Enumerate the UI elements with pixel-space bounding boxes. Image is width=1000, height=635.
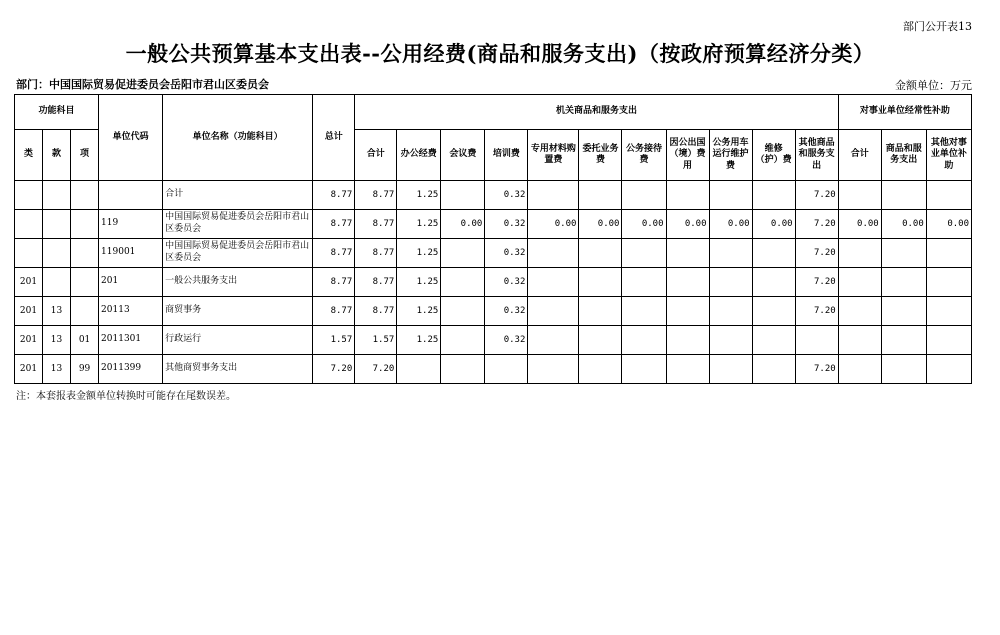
cell-lei: 201 [15,326,43,355]
cell-amount: 0.00 [881,210,926,239]
cell-unit-name: 其他商贸事务支出 [163,355,313,384]
cell-amount [752,268,795,297]
cell-amount: 1.25 [397,181,441,210]
cell-amount [528,297,579,326]
table-row [15,268,972,297]
cell-amount: 0.32 [485,326,528,355]
cell-amount: 8.77 [355,181,397,210]
cell-unit-code: 119 [99,210,163,239]
header-group-inst: 对事业单位经常性补助 [838,95,971,130]
cell-amount: 1.25 [397,239,441,268]
cell-xiang: 99 [71,355,99,384]
cell-amount [752,297,795,326]
cell-amount: 0.00 [579,210,622,239]
cell-amount [622,326,666,355]
cell-amount [441,239,485,268]
cell-amount [926,268,971,297]
cell-amount: 7.20 [795,181,838,210]
cell-amount [441,297,485,326]
cell-kuan [43,268,71,297]
cell-kuan [43,210,71,239]
header-col: 培训费 [485,130,528,181]
cell-amount: 0.00 [622,210,666,239]
department-label: 部门：中国国际贸易促进委员会岳阳市君山区委员会 [16,78,269,91]
cell-amount: 7.20 [795,210,838,239]
cell-amount [666,181,709,210]
cell-amount [622,181,666,210]
cell-amount [579,239,622,268]
cell-xiang [71,297,99,326]
table-row [15,239,972,268]
cell-amount: 7.20 [795,297,838,326]
cell-kuan: 13 [43,326,71,355]
cell-amount: 0.00 [752,210,795,239]
cell-kuan: 13 [43,355,71,384]
cell-xiang [71,181,99,210]
cell-amount [752,239,795,268]
cell-amount [397,355,441,384]
cell-amount [709,268,752,297]
cell-amount [709,239,752,268]
cell-unit-name: 一般公共服务支出 [163,268,313,297]
cell-amount [881,268,926,297]
cell-amount [579,181,622,210]
cell-amount [441,268,485,297]
cell-amount: 8.77 [355,268,397,297]
cell-unit-name: 中国国际贸易促进委员会岳阳市君山区委员会 [163,239,313,268]
cell-amount: 1.57 [355,326,397,355]
cell-amount [881,355,926,384]
cell-amount: 0.00 [441,210,485,239]
header-lei: 类 [15,130,43,181]
cell-amount: 1.57 [313,326,355,355]
cell-kuan [43,239,71,268]
cell-amount [926,239,971,268]
table-row [15,355,972,384]
header-group-org: 机关商品和服务支出 [355,95,838,130]
cell-xiang [71,210,99,239]
cell-amount: 8.77 [355,210,397,239]
table-row [15,326,972,355]
cell-lei: 201 [15,355,43,384]
cell-amount [838,268,881,297]
cell-amount: 7.20 [795,239,838,268]
header-col: 其他商品和服务支出 [795,130,838,181]
cell-amount [441,181,485,210]
cell-amount [666,355,709,384]
cell-amount [926,181,971,210]
cell-unit-name: 合计 [163,181,313,210]
header-col: 合计 [838,130,881,181]
header-col: 公务接待费 [622,130,666,181]
cell-lei [15,210,43,239]
cell-amount: 7.20 [313,355,355,384]
cell-unit-code: 201 [99,268,163,297]
cell-amount [528,239,579,268]
cell-unit-code: 2011399 [99,355,163,384]
header-col: 公务用车运行维护费 [709,130,752,181]
cell-amount: 7.20 [355,355,397,384]
cell-amount: 0.32 [485,181,528,210]
cell-amount [838,355,881,384]
header-unit-code: 单位代码 [99,95,163,181]
header-col: 合计 [355,130,397,181]
cell-amount: 8.77 [313,268,355,297]
cell-amount: 1.25 [397,210,441,239]
cell-amount [441,355,485,384]
cell-kuan [43,181,71,210]
footnote: 注：本套报表金额单位转换时可能存在尾数误差。 [16,391,236,402]
cell-amount [752,181,795,210]
header-col: 委托业务费 [579,130,622,181]
cell-unit-name: 中国国际贸易促进委员会岳阳市君山区委员会 [163,210,313,239]
cell-amount: 0.32 [485,239,528,268]
header-xiang: 项 [71,130,99,181]
cell-amount [838,297,881,326]
cell-amount [528,181,579,210]
cell-amount [709,355,752,384]
cell-amount [579,326,622,355]
cell-amount [881,239,926,268]
cell-amount: 8.77 [355,297,397,326]
cell-amount [579,268,622,297]
cell-amount: 8.77 [313,297,355,326]
header-col: 商品和服务支出 [881,130,926,181]
cell-amount [579,297,622,326]
cell-amount [926,355,971,384]
amount-unit-label: 金额单位：万元 [895,79,972,92]
cell-amount: 1.25 [397,268,441,297]
cell-lei [15,239,43,268]
cell-amount: 8.77 [313,210,355,239]
cell-amount [926,326,971,355]
cell-amount [838,326,881,355]
cell-amount [926,297,971,326]
table-row [15,210,972,239]
budget-table [14,94,972,384]
cell-unit-code [99,181,163,210]
cell-amount: 0.00 [838,210,881,239]
header-unit-name: 单位名称（功能科目） [163,95,313,181]
cell-amount [528,326,579,355]
cell-amount [666,239,709,268]
cell-amount [666,326,709,355]
cell-amount [881,326,926,355]
cell-amount: 7.20 [795,268,838,297]
cell-unit-code: 20113 [99,297,163,326]
cell-amount: 0.00 [666,210,709,239]
cell-amount: 8.77 [313,239,355,268]
cell-amount: 1.25 [397,326,441,355]
cell-amount [622,355,666,384]
cell-amount [666,297,709,326]
cell-amount [752,355,795,384]
cell-amount: 8.77 [313,181,355,210]
cell-amount [881,181,926,210]
page-title: 一般公共预算基本支出表--公用经费(商品和服务支出)（按政府预算经济分类） [125,41,875,66]
cell-amount [752,326,795,355]
cell-amount: 0.32 [485,210,528,239]
cell-amount: 8.77 [355,239,397,268]
cell-kuan: 13 [43,297,71,326]
cell-amount [579,355,622,384]
cell-amount [528,268,579,297]
header-col: 维修（护）费 [752,130,795,181]
cell-amount [838,239,881,268]
cell-amount [622,239,666,268]
cell-amount [666,268,709,297]
cell-amount: 7.20 [795,355,838,384]
cell-amount: 0.00 [528,210,579,239]
cell-amount [622,268,666,297]
header-col: 会议费 [441,130,485,181]
cell-amount: 0.00 [709,210,752,239]
cell-amount: 1.25 [397,297,441,326]
cell-lei: 201 [15,297,43,326]
cell-lei [15,181,43,210]
header-col: 因公出国（境）费用 [666,130,709,181]
header-col: 专用材料购置费 [528,130,579,181]
table-row [15,297,972,326]
cell-unit-code: 2011301 [99,326,163,355]
cell-xiang: 01 [71,326,99,355]
page-number: 部门公开表13 [903,20,972,33]
cell-lei: 201 [15,268,43,297]
header-kuan: 款 [43,130,71,181]
cell-unit-name: 行政运行 [163,326,313,355]
cell-amount: 0.00 [926,210,971,239]
header-col: 其他对事业单位补助 [926,130,971,181]
cell-amount: 0.32 [485,297,528,326]
cell-amount [881,297,926,326]
header-total: 总计 [313,95,355,181]
cell-amount [528,355,579,384]
cell-amount [795,326,838,355]
cell-amount [838,181,881,210]
cell-amount [709,297,752,326]
cell-xiang [71,268,99,297]
cell-xiang [71,239,99,268]
cell-amount [485,355,528,384]
cell-amount [709,181,752,210]
cell-unit-name: 商贸事务 [163,297,313,326]
cell-unit-code: 119001 [99,239,163,268]
header-col: 办公经费 [397,130,441,181]
table-row [15,181,972,210]
cell-amount: 0.32 [485,268,528,297]
header-func-subject: 功能科目 [15,95,99,130]
cell-amount [441,326,485,355]
cell-amount [709,326,752,355]
cell-amount [622,297,666,326]
